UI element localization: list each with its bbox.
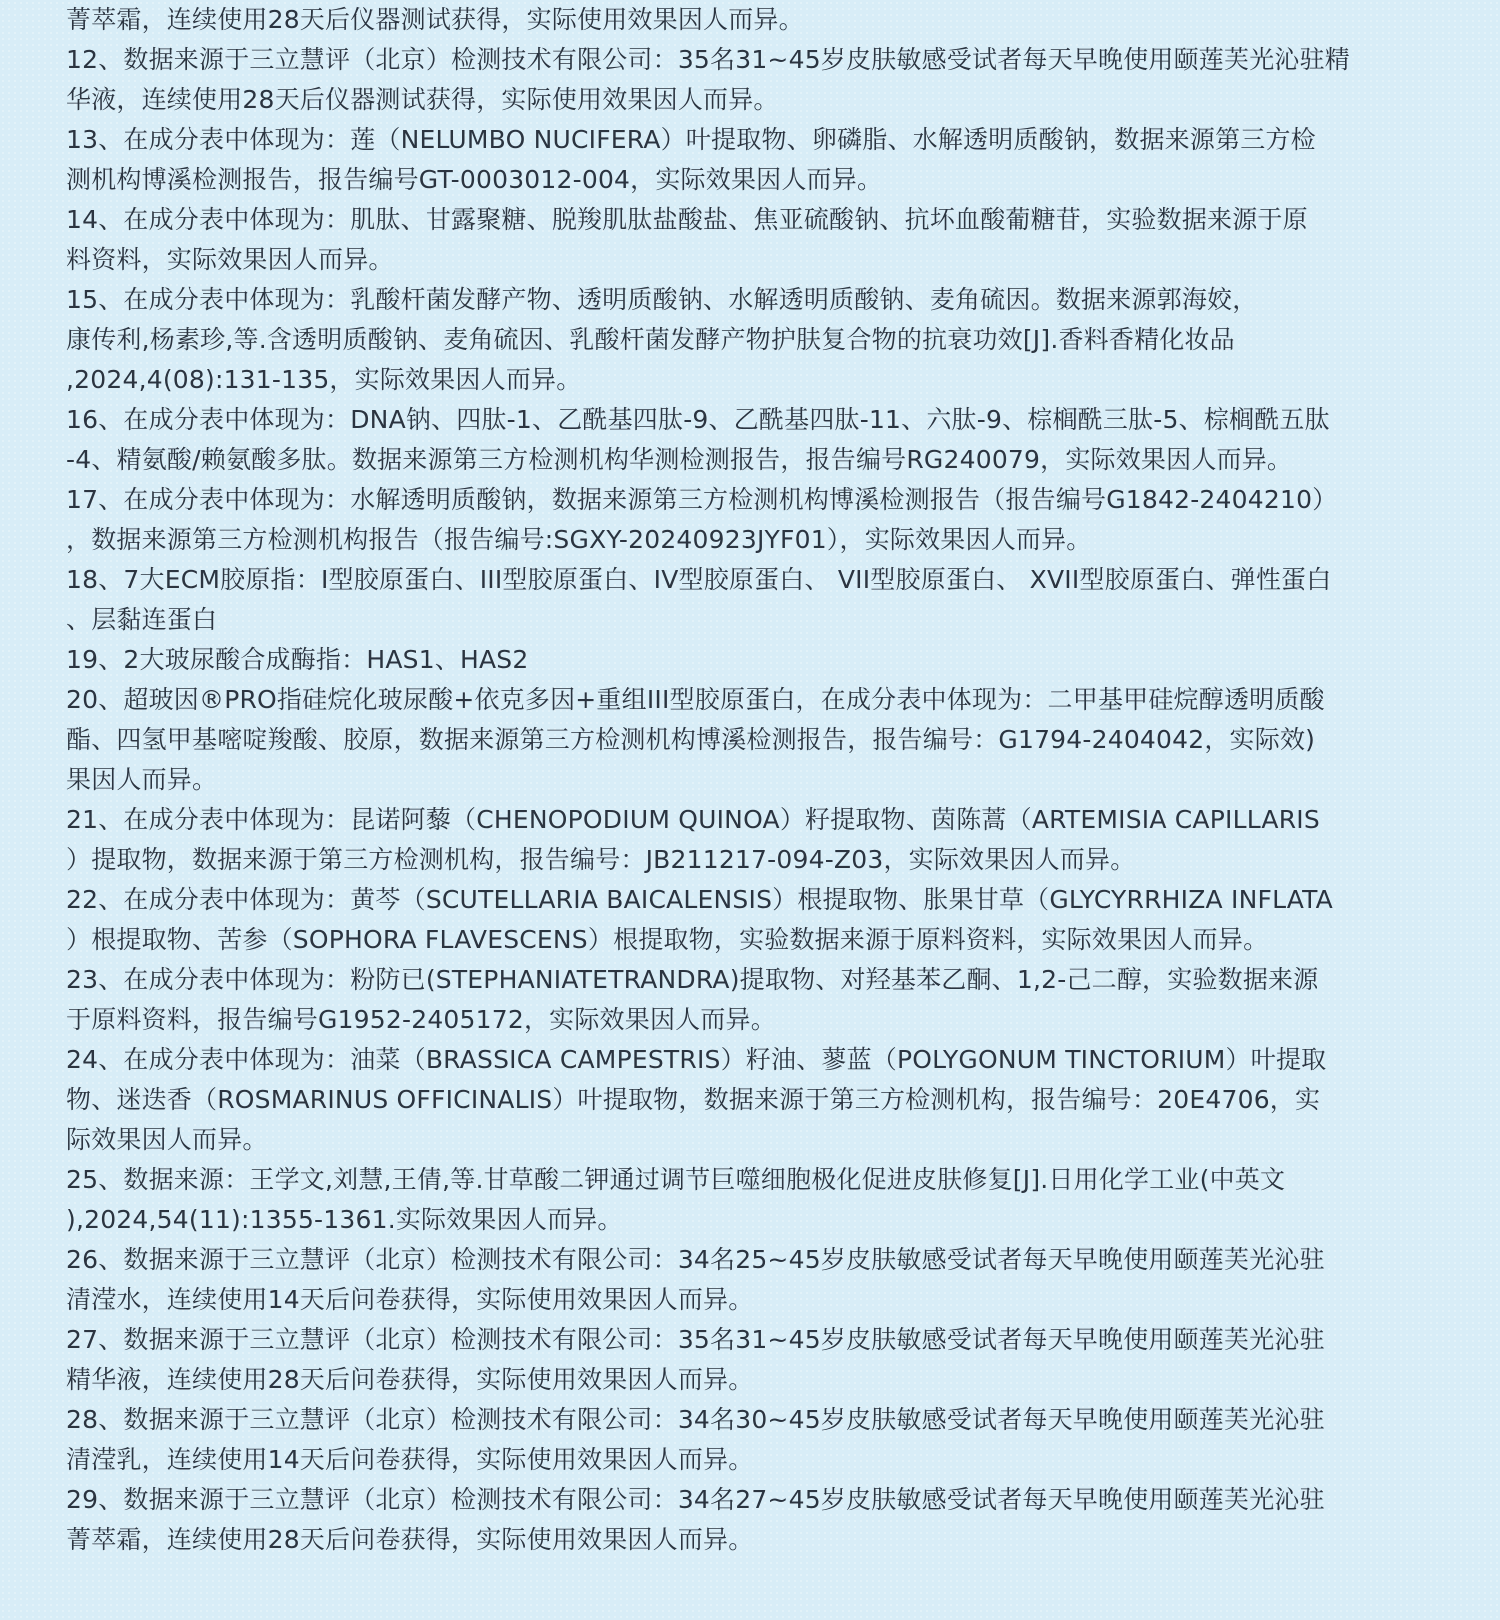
footnote-line: 21、在成分表中体现为：昆诺阿藜（CHENOPODIUM QUINOA）籽提取物、茵陈蒿（ARTEMISIA CAPILLARIS	[66, 805, 1320, 834]
footnote-line: 27、数据来源于三立慧评（北京）检测技术有限公司：35名31~45岁皮肤敏感受试者每天早晚使用颐莲芙光沁驻	[66, 1325, 1325, 1354]
footnote-line: ),2024,54(11):1355-1361.实际效果因人而异。	[66, 1205, 623, 1234]
footnote-line: ,2024,4(08):131-135，实际效果因人而异。	[66, 365, 582, 394]
footnote-line: 18、7大ECM胶原指：I型胶原蛋白、III型胶原蛋白、IV型胶原蛋白、 VII型胶原蛋白、 XVII型胶原蛋白、弹性蛋白	[66, 565, 1332, 594]
footnote-line: 23、在成分表中体现为：粉防已(STEPHANIATETRANDRA)提取物、对羟基苯乙酮、1,2-己二醇，实验数据来源	[66, 965, 1319, 994]
footnote-line: 果因人而异。	[66, 765, 218, 794]
footnote-line: 19、2大玻尿酸合成酶指：HAS1、HAS2	[66, 645, 529, 674]
footnote-line: 酯、四氢甲基嘧啶羧酸、胶原，数据来源第三方检测机构博溪检测报告，报告编号：G1794-2404042，实际效)	[66, 725, 1316, 754]
footnote-line: 15、在成分表中体现为：乳酸杆菌发酵产物、透明质酸钠、水解透明质酸钠、麦角硫因。数据来源郭海姣，	[66, 285, 1258, 314]
footnote-line: 29、数据来源于三立慧评（北京）检测技术有限公司：34名27~45岁皮肤敏感受试者每天早晚使用颐莲芙光沁驻	[66, 1485, 1325, 1514]
footnote-line: 测机构博溪检测报告，报告编号GT-0003012-004，实际效果因人而异。	[66, 165, 883, 194]
footnote-line: 、层黏连蛋白	[66, 605, 218, 634]
footnote-line: 12、数据来源于三立慧评（北京）检测技术有限公司：35名31~45岁皮肤敏感受试者每天早晚使用颐莲芙光沁驻精	[66, 45, 1350, 74]
footnote-line: 25、数据来源：王学文,刘慧,王倩,等.甘草酸二钾通过调节巨噬细胞极化促进皮肤修复[J].日用化学工业(中英文	[66, 1165, 1286, 1194]
footnote-line: 14、在成分表中体现为：肌肽、甘露聚糖、脱羧肌肽盐酸盐、焦亚硫酸钠、抗坏血酸葡糖苷，实验数据来源于原	[66, 205, 1308, 234]
footnote-line: ，数据来源第三方检测机构报告（报告编号:SGXY-20240923JYF01），实际效果因人而异。	[66, 525, 1092, 554]
footnote-line: 于原料资料，报告编号G1952-2405172，实际效果因人而异。	[66, 1005, 776, 1034]
footnote-line: 24、在成分表中体现为：油菜（BRASSICA CAMPESTRIS）籽油、蓼蓝（POLYGONUM TINCTORIUM）叶提取	[66, 1045, 1327, 1074]
footnote-line: ）提取物，数据来源于第三方检测机构，报告编号：JB211217-094-Z03，实际效果因人而异。	[66, 845, 1136, 874]
footnote-line: 料资料，实际效果因人而异。	[66, 245, 394, 274]
footnote-line: 际效果因人而异。	[66, 1125, 268, 1154]
footnote-line: 28、数据来源于三立慧评（北京）检测技术有限公司：34名30~45岁皮肤敏感受试者每天早晚使用颐莲芙光沁驻	[66, 1405, 1325, 1434]
footnote-line: 菁萃霜，连续使用28天后仪器测试获得，实际使用效果因人而异。	[66, 5, 804, 34]
footnote-line: 华液，连续使用28天后仪器测试获得，实际使用效果因人而异。	[66, 85, 779, 114]
footnotes-block	[66, 0, 1454, 1560]
footnote-line: 17、在成分表中体现为：水解透明质酸钠，数据来源第三方检测机构博溪检测报告（报告编号G1842-2404210）	[66, 485, 1338, 514]
footnote-line: ）根提取物、苦参（SOPHORA FLAVESCENS）根提取物，实验数据来源于原料资料，实际效果因人而异。	[66, 925, 1269, 954]
footnote-line: 清滢水，连续使用14天后问卷获得，实际使用效果因人而异。	[66, 1285, 754, 1314]
footnote-line: 13、在成分表中体现为：莲（NELUMBO NUCIFERA）叶提取物、卵磷脂、水解透明质酸钠，数据来源第三方检	[66, 125, 1316, 154]
footnote-line: 20、超玻因®PRO指硅烷化玻尿酸+依克多因+重组III型胶原蛋白，在成分表中体现为：二甲基甲硅烷醇透明质酸	[66, 685, 1325, 714]
footnote-line: 物、迷迭香（ROSMARINUS OFFICINALIS）叶提取物，数据来源于第三方检测机构，报告编号：20E4706，实	[66, 1085, 1321, 1114]
footnote-line: 16、在成分表中体现为：DNA钠、四肽-1、乙酰基四肽-9、乙酰基四肽-11、六肽-9、棕榈酰三肽-5、棕榈酰五肽	[66, 405, 1330, 434]
footnote-line: 22、在成分表中体现为：黄芩（SCUTELLARIA BAICALENSIS）根提取物、胀果甘草（GLYCYRRHIZA INFLATA	[66, 885, 1333, 914]
footnote-line: 清滢乳，连续使用14天后问卷获得，实际使用效果因人而异。	[66, 1445, 754, 1474]
footnote-line: -4、精氨酸/赖氨酸多肽。数据来源第三方检测机构华测检测报告，报告编号RG240079，实际效果因人而异。	[66, 445, 1293, 474]
footnote-line: 菁萃霜，连续使用28天后问卷获得，实际使用效果因人而异。	[66, 1525, 754, 1554]
footnote-line: 26、数据来源于三立慧评（北京）检测技术有限公司：34名25~45岁皮肤敏感受试者每天早晚使用颐莲芙光沁驻	[66, 1245, 1325, 1274]
footnote-line: 精华液，连续使用28天后问卷获得，实际使用效果因人而异。	[66, 1365, 754, 1394]
footnote-line: 康传利,杨素珍,等.含透明质酸钠、麦角硫因、乳酸杆菌发酵产物护肤复合物的抗衰功效[J].香料香精化妆品	[66, 325, 1235, 354]
